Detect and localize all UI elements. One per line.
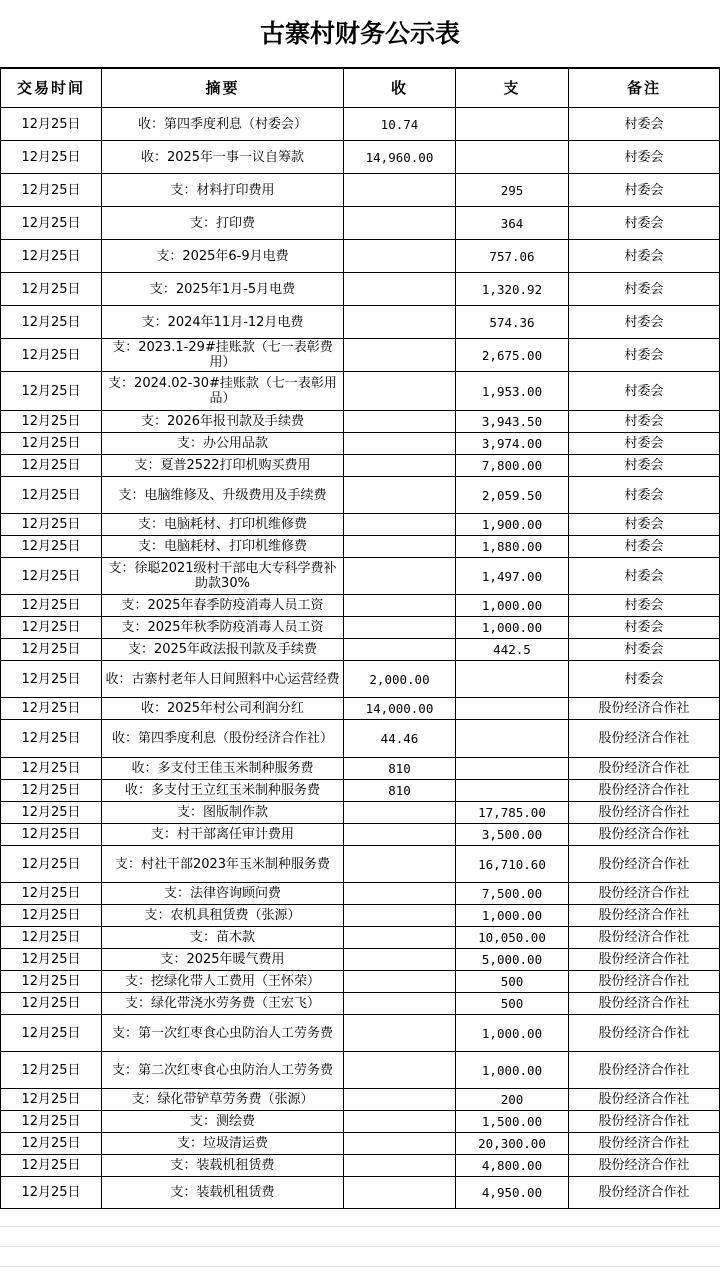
table-row	[1, 971, 720, 993]
row-date: 12月25日	[1, 108, 102, 141]
row-note: 村委会	[569, 455, 720, 477]
table-row	[1, 639, 720, 661]
row-income	[344, 514, 456, 536]
table-row	[1, 617, 720, 639]
row-date: 12月25日	[1, 824, 102, 846]
grid-line	[0, 1226, 720, 1227]
row-date: 12月25日	[1, 1111, 102, 1133]
table-row	[1, 514, 720, 536]
row-note: 股份经济合作社	[569, 1133, 720, 1155]
row-summary: 支：2025年1月-5月电费	[102, 273, 344, 306]
row-summary: 支：电脑耗材、打印机维修费	[102, 514, 344, 536]
table-row	[1, 802, 720, 824]
row-expense: 17,785.00	[456, 802, 569, 824]
row-expense: 500	[456, 993, 569, 1015]
row-income	[344, 949, 456, 971]
table-row	[1, 927, 720, 949]
table-row	[1, 108, 720, 141]
row-note: 股份经济合作社	[569, 927, 720, 949]
row-date: 12月25日	[1, 1177, 102, 1209]
row-note: 村委会	[569, 639, 720, 661]
row-summary: 支：2024.02-30#挂账款（七一表彰用品）	[102, 372, 344, 411]
row-expense: 295	[456, 174, 569, 207]
table-row	[1, 846, 720, 883]
row-date: 12月25日	[1, 558, 102, 595]
row-expense: 1,497.00	[456, 558, 569, 595]
row-date: 12月25日	[1, 455, 102, 477]
row-income	[344, 174, 456, 207]
row-expense: 1,000.00	[456, 617, 569, 639]
row-date: 12月25日	[1, 698, 102, 720]
row-expense: 5,000.00	[456, 949, 569, 971]
row-income	[344, 306, 456, 339]
row-expense: 16,710.60	[456, 846, 569, 883]
row-expense: 7,800.00	[456, 455, 569, 477]
row-summary: 收：2025年村公司利润分红	[102, 698, 344, 720]
row-note: 村委会	[569, 477, 720, 514]
row-income	[344, 824, 456, 846]
table-row	[1, 1133, 720, 1155]
grid-line	[0, 1246, 720, 1247]
row-income	[344, 339, 456, 372]
row-income	[344, 1111, 456, 1133]
row-summary: 支：绿化带铲草劳务费（张源）	[102, 1089, 344, 1111]
row-summary: 支：2025年春季防疫消毒人员工资	[102, 595, 344, 617]
table-row	[1, 433, 720, 455]
row-summary: 支：装载机租赁费	[102, 1155, 344, 1177]
finance-table	[0, 68, 720, 1209]
row-note: 村委会	[569, 207, 720, 240]
row-note: 股份经济合作社	[569, 780, 720, 802]
row-income	[344, 433, 456, 455]
table-row	[1, 905, 720, 927]
row-income	[344, 971, 456, 993]
row-expense: 7,500.00	[456, 883, 569, 905]
table-row	[1, 339, 720, 372]
row-income	[344, 905, 456, 927]
row-income	[344, 207, 456, 240]
row-date: 12月25日	[1, 971, 102, 993]
grid-line	[0, 1266, 720, 1267]
row-summary: 支：2025年政法报刊款及手续费	[102, 639, 344, 661]
row-expense: 20,300.00	[456, 1133, 569, 1155]
table-row	[1, 273, 720, 306]
row-income	[344, 477, 456, 514]
row-income	[344, 1052, 456, 1089]
row-summary: 支：图版制作款	[102, 802, 344, 824]
row-summary: 支：村社干部2023年玉米制种服务费	[102, 846, 344, 883]
row-income	[344, 1089, 456, 1111]
row-summary: 收：多支付王立红玉米制种服务费	[102, 780, 344, 802]
row-income	[344, 1177, 456, 1209]
row-note: 村委会	[569, 661, 720, 698]
row-expense: 1,000.00	[456, 1015, 569, 1052]
row-expense: 4,950.00	[456, 1177, 569, 1209]
row-note: 村委会	[569, 108, 720, 141]
table-row	[1, 1015, 720, 1052]
row-note: 股份经济合作社	[569, 758, 720, 780]
row-date: 12月25日	[1, 780, 102, 802]
row-note: 股份经济合作社	[569, 1111, 720, 1133]
row-expense: 500	[456, 971, 569, 993]
row-summary: 支：法律咨询顾问费	[102, 883, 344, 905]
table-row	[1, 1052, 720, 1089]
row-date: 12月25日	[1, 993, 102, 1015]
row-summary: 支：2024年11月-12月电费	[102, 306, 344, 339]
row-note: 股份经济合作社	[569, 802, 720, 824]
table-row	[1, 720, 720, 758]
row-expense: 1,000.00	[456, 905, 569, 927]
row-note: 村委会	[569, 433, 720, 455]
row-note: 村委会	[569, 558, 720, 595]
row-income	[344, 1133, 456, 1155]
row-summary: 支：2025年暖气费用	[102, 949, 344, 971]
row-expense: 1,953.00	[456, 372, 569, 411]
row-income	[344, 846, 456, 883]
row-income: 10.74	[344, 108, 456, 141]
row-expense: 1,500.00	[456, 1111, 569, 1133]
row-note: 村委会	[569, 339, 720, 372]
row-income: 810	[344, 758, 456, 780]
row-note: 股份经济合作社	[569, 846, 720, 883]
row-date: 12月25日	[1, 1015, 102, 1052]
row-date: 12月25日	[1, 1155, 102, 1177]
row-summary: 支：电脑维修及、升级费用及手续费	[102, 477, 344, 514]
row-income	[344, 536, 456, 558]
row-summary: 支：办公用品款	[102, 433, 344, 455]
row-income: 14,960.00	[344, 141, 456, 174]
row-expense	[456, 758, 569, 780]
row-date: 12月25日	[1, 306, 102, 339]
row-summary: 收：多支付王佳玉米制种服务费	[102, 758, 344, 780]
header-date: 交易时间	[1, 69, 102, 108]
row-date: 12月25日	[1, 273, 102, 306]
table-row	[1, 595, 720, 617]
row-summary: 支：2026年报刊款及手续费	[102, 411, 344, 433]
row-income	[344, 595, 456, 617]
table-row	[1, 207, 720, 240]
row-income	[344, 273, 456, 306]
row-income	[344, 372, 456, 411]
row-note: 村委会	[569, 514, 720, 536]
row-expense: 3,974.00	[456, 433, 569, 455]
row-income: 14,000.00	[344, 698, 456, 720]
row-summary: 支：打印费	[102, 207, 344, 240]
row-summary: 支：装载机租赁费	[102, 1177, 344, 1209]
row-note: 股份经济合作社	[569, 1155, 720, 1177]
row-note: 村委会	[569, 240, 720, 273]
row-date: 12月25日	[1, 661, 102, 698]
table-row	[1, 240, 720, 273]
row-date: 12月25日	[1, 1052, 102, 1089]
table-row	[1, 141, 720, 174]
row-income	[344, 411, 456, 433]
row-date: 12月25日	[1, 477, 102, 514]
row-expense: 574.36	[456, 306, 569, 339]
row-summary: 支：材料打印费用	[102, 174, 344, 207]
table-row	[1, 1089, 720, 1111]
row-summary: 支：测绘费	[102, 1111, 344, 1133]
row-expense: 1,000.00	[456, 595, 569, 617]
row-note: 村委会	[569, 372, 720, 411]
row-expense	[456, 698, 569, 720]
header-expense: 支	[456, 69, 569, 108]
row-note: 股份经济合作社	[569, 971, 720, 993]
row-note: 股份经济合作社	[569, 993, 720, 1015]
table-row	[1, 698, 720, 720]
row-income	[344, 639, 456, 661]
table-row	[1, 993, 720, 1015]
row-expense: 4,800.00	[456, 1155, 569, 1177]
row-income	[344, 240, 456, 273]
row-income	[344, 927, 456, 949]
row-expense: 3,943.50	[456, 411, 569, 433]
row-summary: 支：2023.1-29#挂账款（七一表彰费用）	[102, 339, 344, 372]
row-summary: 收：第四季度利息（村委会）	[102, 108, 344, 141]
row-summary: 支：垃圾清运费	[102, 1133, 344, 1155]
row-expense	[456, 661, 569, 698]
row-income: 44.46	[344, 720, 456, 758]
table-row	[1, 536, 720, 558]
row-summary: 支：第二次红枣食心虫防治人工劳务费	[102, 1052, 344, 1089]
table-row	[1, 477, 720, 514]
row-date: 12月25日	[1, 720, 102, 758]
row-note: 股份经济合作社	[569, 1015, 720, 1052]
row-note: 股份经济合作社	[569, 698, 720, 720]
row-date: 12月25日	[1, 905, 102, 927]
row-note: 村委会	[569, 174, 720, 207]
row-expense: 3,500.00	[456, 824, 569, 846]
row-note: 股份经济合作社	[569, 720, 720, 758]
row-expense	[456, 720, 569, 758]
row-summary: 支：电脑耗材、打印机维修费	[102, 536, 344, 558]
table-row	[1, 306, 720, 339]
row-note: 股份经济合作社	[569, 949, 720, 971]
row-summary: 支：2025年6-9月电费	[102, 240, 344, 273]
row-note: 村委会	[569, 411, 720, 433]
row-summary: 支：苗木款	[102, 927, 344, 949]
table-row	[1, 949, 720, 971]
row-date: 12月25日	[1, 758, 102, 780]
row-summary: 支：第一次红枣食心虫防治人工劳务费	[102, 1015, 344, 1052]
row-date: 12月25日	[1, 411, 102, 433]
row-expense: 1,900.00	[456, 514, 569, 536]
row-date: 12月25日	[1, 595, 102, 617]
row-summary: 支：徐聪2021级村干部电大专科学费补助款30%	[102, 558, 344, 595]
row-expense: 1,000.00	[456, 1052, 569, 1089]
table-body	[1, 108, 720, 1209]
row-income	[344, 1155, 456, 1177]
table-row	[1, 780, 720, 802]
empty-sheet-area	[0, 1206, 720, 1285]
row-date: 12月25日	[1, 339, 102, 372]
row-note: 股份经济合作社	[569, 883, 720, 905]
row-expense	[456, 108, 569, 141]
row-summary: 收：第四季度利息（股份经济合作社）	[102, 720, 344, 758]
row-date: 12月25日	[1, 372, 102, 411]
row-income	[344, 802, 456, 824]
row-income	[344, 617, 456, 639]
row-date: 12月25日	[1, 174, 102, 207]
row-expense: 364	[456, 207, 569, 240]
table-row	[1, 1155, 720, 1177]
row-note: 村委会	[569, 273, 720, 306]
table-row	[1, 1177, 720, 1209]
row-date: 12月25日	[1, 1133, 102, 1155]
table-row	[1, 824, 720, 846]
row-income	[344, 883, 456, 905]
row-expense: 1,880.00	[456, 536, 569, 558]
row-note: 村委会	[569, 595, 720, 617]
row-date: 12月25日	[1, 846, 102, 883]
row-expense: 442.5	[456, 639, 569, 661]
row-summary: 支：2025年秋季防疫消毒人员工资	[102, 617, 344, 639]
table-row	[1, 661, 720, 698]
row-expense	[456, 780, 569, 802]
header-row	[1, 69, 720, 108]
table-row	[1, 372, 720, 411]
row-note: 村委会	[569, 536, 720, 558]
row-expense	[456, 141, 569, 174]
row-expense: 2,059.50	[456, 477, 569, 514]
table-row	[1, 174, 720, 207]
page-title: 古寨村财务公示表	[259, 19, 460, 48]
row-date: 12月25日	[1, 802, 102, 824]
row-date: 12月25日	[1, 514, 102, 536]
row-summary: 支：绿化带浇水劳务费（王宏飞）	[102, 993, 344, 1015]
row-expense: 757.06	[456, 240, 569, 273]
row-note: 村委会	[569, 141, 720, 174]
row-date: 12月25日	[1, 883, 102, 905]
header-note: 备注	[569, 69, 720, 108]
row-expense: 200	[456, 1089, 569, 1111]
row-income	[344, 993, 456, 1015]
table-row	[1, 1111, 720, 1133]
row-note: 村委会	[569, 306, 720, 339]
row-summary: 收：2025年一事一议自筹款	[102, 141, 344, 174]
row-expense: 2,675.00	[456, 339, 569, 372]
table-row	[1, 455, 720, 477]
row-date: 12月25日	[1, 617, 102, 639]
table-row	[1, 758, 720, 780]
row-date: 12月25日	[1, 207, 102, 240]
row-note: 股份经济合作社	[569, 1089, 720, 1111]
row-income: 2,000.00	[344, 661, 456, 698]
row-note: 股份经济合作社	[569, 824, 720, 846]
row-note: 股份经济合作社	[569, 1177, 720, 1209]
row-date: 12月25日	[1, 949, 102, 971]
row-income	[344, 558, 456, 595]
header-summary: 摘要	[102, 69, 344, 108]
table-row	[1, 883, 720, 905]
row-date: 12月25日	[1, 433, 102, 455]
row-note: 村委会	[569, 617, 720, 639]
row-note: 股份经济合作社	[569, 1052, 720, 1089]
row-summary: 支：挖绿化带人工费用（王怀荣）	[102, 971, 344, 993]
row-date: 12月25日	[1, 240, 102, 273]
row-date: 12月25日	[1, 141, 102, 174]
row-income	[344, 1015, 456, 1052]
row-summary: 收：古寨村老年人日间照料中心运营经费	[102, 661, 344, 698]
table-row	[1, 558, 720, 595]
header-income: 收	[344, 69, 456, 108]
row-expense: 10,050.00	[456, 927, 569, 949]
row-note: 股份经济合作社	[569, 905, 720, 927]
row-income: 810	[344, 780, 456, 802]
row-summary: 支：村干部离任审计费用	[102, 824, 344, 846]
row-date: 12月25日	[1, 927, 102, 949]
row-date: 12月25日	[1, 1089, 102, 1111]
row-income	[344, 455, 456, 477]
row-date: 12月25日	[1, 536, 102, 558]
row-summary: 支：农机具租赁费（张源）	[102, 905, 344, 927]
row-date: 12月25日	[1, 639, 102, 661]
row-summary: 支：夏普2522打印机购买费用	[102, 455, 344, 477]
row-expense: 1,320.92	[456, 273, 569, 306]
table-row	[1, 411, 720, 433]
